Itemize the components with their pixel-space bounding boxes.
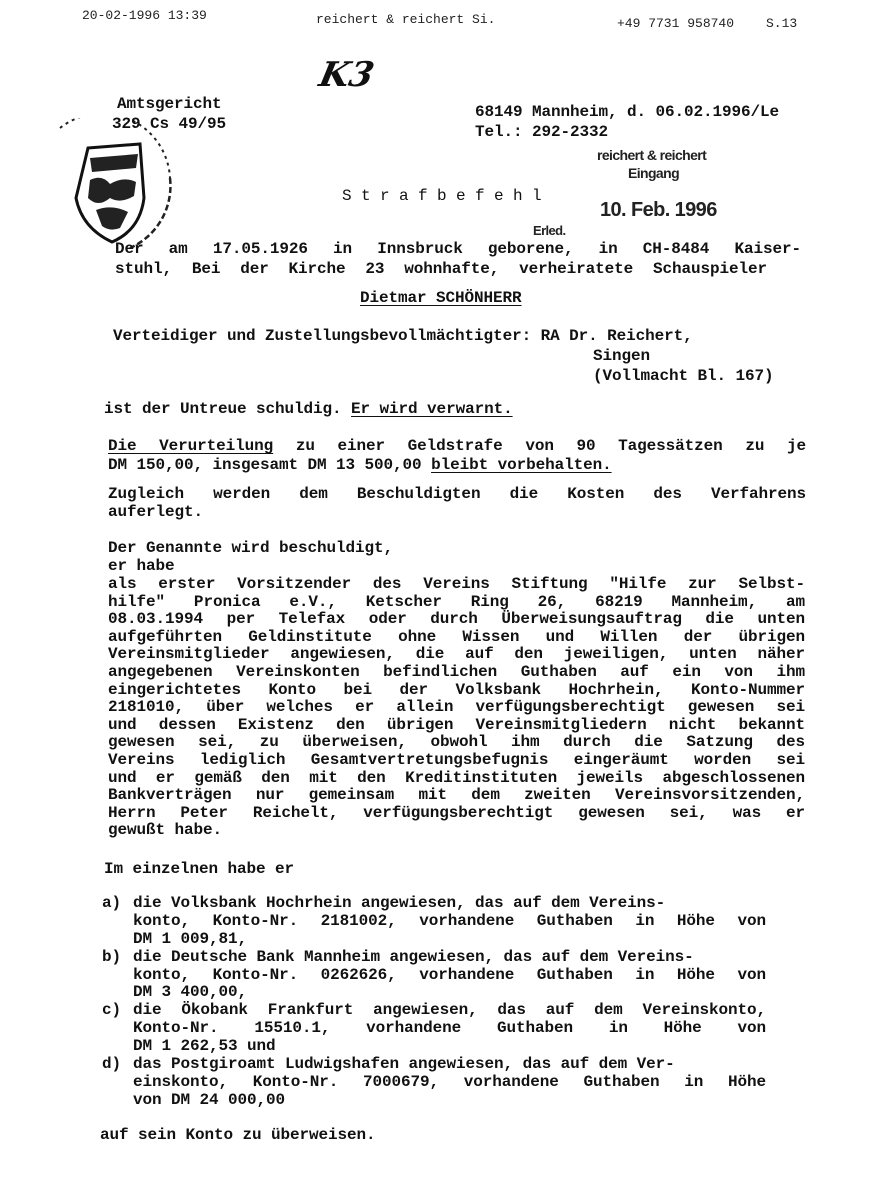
- fax-sender: reichert & reichert Si.: [316, 12, 496, 27]
- item-line: von DM 24 000,00: [133, 1090, 286, 1109]
- item-line: die Deutsche Bank Mannheim angewiesen, das auf dem Vereins-: [133, 947, 694, 966]
- item-line: konto, Konto-Nr. 2181002, vorhandene Guthaben in Höhe von: [133, 911, 766, 930]
- accusation-line: gewesen sei, zu überweisen, obwohl ihm durch die Satzung des: [108, 733, 805, 752]
- accusation-line: hilfe" Pronica e.V., Ketscher Ring 26, 68219 Mannheim, am: [108, 592, 805, 611]
- item-label: b): [102, 947, 122, 966]
- costs-line: Zugleich werden dem Beschuldigten die Kosten des Verfahrens: [108, 485, 806, 503]
- case-number: 329 Cs 49/95: [112, 115, 227, 133]
- item-line: konto, Konto-Nr. 0262626, vorhandene Guthaben in Höhe von: [133, 965, 766, 984]
- item-label: a): [102, 894, 122, 912]
- sentence-underlined: Die Verurteilung: [108, 437, 274, 455]
- verdict-text: ist der Untreue schuldig.: [104, 400, 352, 418]
- item-line: einskonto, Konto-Nr. 7000679, vorhandene Guthaben in Höhe: [133, 1072, 766, 1091]
- item-label: c): [102, 1001, 122, 1020]
- accusation-intro: Der Genannte wird beschuldigt,: [108, 539, 394, 557]
- closing-line: auf sein Konto zu überweisen.: [100, 1126, 376, 1144]
- defendant-name: Dietmar SCHÖNHERR: [360, 289, 522, 307]
- sentence-underlined: bleibt vorbehalten.: [431, 456, 612, 474]
- item-line: DM 1 009,81,: [133, 929, 248, 948]
- sentence-text: zu einer Geldstrafe von 90 Tagessätzen zu je: [273, 437, 806, 455]
- item-label: d): [102, 1055, 122, 1074]
- accusation-line: Herrn Peter Reichelt, verfügungsberechtigt gewesen sei, was er: [108, 803, 805, 822]
- counsel-line: (Vollmacht Bl. 167): [593, 367, 774, 385]
- accusation-line: 08.03.1994 per Telefax oder durch Überweisungsauftrag die unten: [108, 610, 805, 629]
- item-line: DM 3 400,00,: [133, 983, 248, 1002]
- received-stamp-firm: reichert & reichert: [597, 147, 707, 163]
- accusation-line: aufgeführten Geldinstitute ohne Wissen und Willen der übrigen: [108, 627, 805, 646]
- court-seal-icon: [40, 118, 180, 253]
- received-stamp-label: Eingang: [628, 165, 680, 181]
- item-line: das Postgiroamt Ludwigshafen angewiesen, das auf dem Ver-: [133, 1055, 675, 1074]
- fax-datetime: 20-02-1996 13:39: [82, 8, 207, 23]
- accusation-line: Vereinsmitglieder angewiesen, die auf den jeweiligen, unten näher: [108, 645, 805, 664]
- accusation-line: als erster Vorsitzender des Vereins Stiftung "Hilfe zur Selbst-: [108, 575, 805, 593]
- verdict-emphasis: Er wird verwarnt.: [351, 400, 513, 418]
- defendant-line: stuhl, Bei der Kirche 23 wohnhafte, verheiratete Schauspieler: [115, 260, 767, 278]
- handwritten-note: K3: [315, 55, 378, 95]
- court-phone: Tel.: 292-2332: [475, 123, 609, 141]
- sentence-line: [108, 438, 806, 455]
- sentence-line: [108, 457, 612, 474]
- fax-page: S.13: [766, 16, 798, 31]
- details-intro: Im einzelnen habe er: [104, 860, 295, 878]
- accusation-line: und dessen Existenz den übrigen Vereinsmitgliedern nicht bekannt: [108, 715, 805, 734]
- verdict: [104, 401, 513, 418]
- document-title: S t r a f b e f e h l: [342, 187, 542, 205]
- accusation-line: eingerichtetes Konto bei der Volksbank Hochrhein, Konto-Nummer: [108, 680, 805, 699]
- accusation-line: Vereins lediglich Gesamtvertretungsbefugnis eingeräumt worden sei: [108, 751, 805, 769]
- accusation-line: angegebenen Vereinskonten befindlichen Guthaben auf ein von ihm: [108, 663, 805, 681]
- costs-line: auferlegt.: [108, 503, 204, 521]
- accusation-line: und er gemäß den mit den Kreditinstituten jeweils abgeschlossenen: [108, 768, 805, 787]
- counsel-line: Verteidiger und Zustellungsbevollmächtigter: RA Dr. Reichert,: [113, 327, 693, 345]
- fax-phone: +49 7731 958740: [617, 16, 735, 31]
- item-line: die Volksbank Hochrhein angewiesen, das auf dem Vereins-: [133, 894, 666, 912]
- item-line: Konto-Nr. 15510.1, vorhandene Guthaben in Höhe von: [133, 1019, 766, 1038]
- item-line: DM 1 262,53 und: [133, 1037, 276, 1055]
- erled-stamp: Erled.: [533, 223, 566, 238]
- court-name: Amtsgericht: [117, 95, 222, 113]
- accusation-line: Bankverträgen nur gemeinsam mit dem zweiten Vereinsvorsitzenden,: [108, 786, 805, 805]
- received-stamp-date: 10. Feb. 1996: [600, 199, 717, 221]
- item-line: die Ökobank Frankfurt angewiesen, das auf dem Vereinskonto,: [133, 1001, 766, 1020]
- sentence-text: DM 150,00, insgesamt DM 13 500,00: [108, 456, 432, 474]
- accusation-line: gewußt habe.: [108, 821, 223, 840]
- accusation-intro: er habe: [108, 557, 175, 575]
- counsel-line: Singen: [593, 347, 651, 365]
- place-date: 68149 Mannheim, d. 06.02.1996/Le: [475, 103, 780, 121]
- defendant-line: Der am 17.05.1926 in Innsbruck geborene, in CH-8484 Kaiser-: [115, 240, 801, 258]
- accusation-line: 2181010, über welches er allein verfügungsberechtigt gewesen sei: [108, 698, 805, 717]
